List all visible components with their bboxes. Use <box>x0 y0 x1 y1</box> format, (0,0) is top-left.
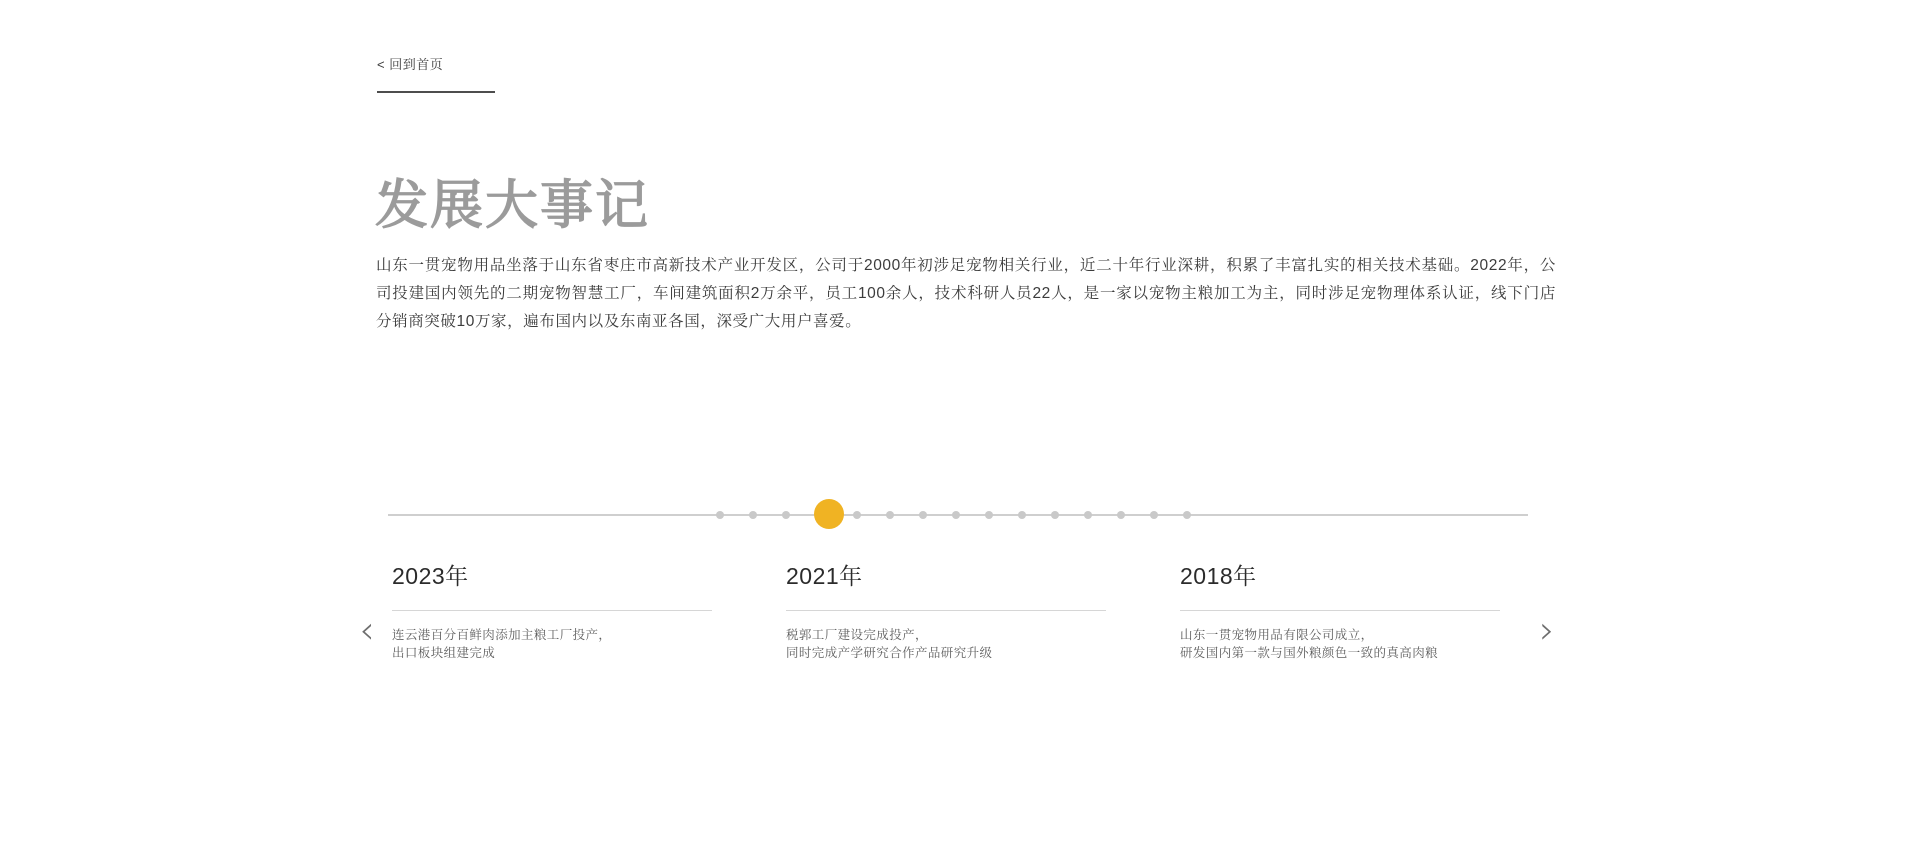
timeline-event-description <box>786 626 1116 662</box>
back-underline <box>377 91 495 93</box>
page-title: 发展大事记 <box>375 175 650 235</box>
timeline-dot[interactable] <box>716 511 724 519</box>
timeline-dot[interactable] <box>1051 511 1059 519</box>
timeline-prev-arrow-icon[interactable]: ‹ <box>359 608 375 652</box>
back-to-home-label[interactable]: < 回到首页 <box>377 57 444 72</box>
timeline-dot[interactable] <box>919 511 927 519</box>
timeline-dot[interactable] <box>1018 511 1026 519</box>
timeline-dot-group[interactable] <box>716 500 1206 530</box>
timeline-event-card[interactable] <box>1180 560 1510 670</box>
timeline-dot-active[interactable] <box>815 500 843 528</box>
timeline-next-arrow-icon[interactable]: › <box>1539 608 1555 652</box>
timeline-event-description-line: 同时完成产学研究合作产品研究升级 <box>786 646 993 660</box>
timeline-dot[interactable] <box>749 511 757 519</box>
timeline-dot[interactable] <box>1150 511 1158 519</box>
timeline-event-list <box>392 560 1532 670</box>
timeline-dot[interactable] <box>1117 511 1125 519</box>
intro-paragraph-block <box>376 252 1556 336</box>
timeline-event-description-line: 连云港百分百鲜肉添加主粮工厂投产， <box>392 628 612 642</box>
timeline-dot[interactable] <box>853 511 861 519</box>
back-to-home[interactable] <box>377 56 497 93</box>
timeline-event-description <box>1180 626 1510 662</box>
timeline-dot[interactable] <box>952 511 960 519</box>
timeline-event-card[interactable] <box>786 560 1116 670</box>
timeline-dot[interactable] <box>886 511 894 519</box>
timeline-event-description-line: 研发国内第一款与国外粮颜色一致的真高肉粮 <box>1180 646 1439 660</box>
timeline-event-description-line: 出口板块组建完成 <box>392 646 496 660</box>
timeline-event-divider <box>1180 610 1500 611</box>
timeline-dot[interactable] <box>1084 511 1092 519</box>
timeline-event-description <box>392 626 722 662</box>
timeline-dot[interactable] <box>782 511 790 519</box>
timeline-dot[interactable] <box>1183 511 1191 519</box>
timeline-event-year: 2021年 <box>786 563 863 589</box>
timeline-event-divider <box>392 610 712 611</box>
timeline-event-description-line: 山东一贯宠物用品有限公司成立， <box>1180 628 1374 642</box>
timeline-event-year: 2023年 <box>392 563 469 589</box>
timeline <box>388 500 1528 530</box>
timeline-event-card[interactable] <box>392 560 722 670</box>
timeline-dot[interactable] <box>985 511 993 519</box>
intro-paragraph: 山东一贯宠物用品坐落于山东省枣庄市高新技术产业开发区，公司于2000年初涉足宠物相关行业，近二十年行业深耕，积累了丰富扎实的相关技术基础。2022年，公司投建国内领先的二期宠物智慧工厂，车间建筑面积2万余平，员工100余人，技术科研人员22人，是一家以宠物主粮加工为主，同时涉足宠物理体系认证，线下门店分销商突破10万家，遍布国内以及东南亚各国，深受广大用户喜爱。 <box>376 257 1556 330</box>
timeline-event-year: 2018年 <box>1180 563 1257 589</box>
timeline-event-divider <box>786 610 1106 611</box>
timeline-event-description-line: 税郭工厂建设完成投产， <box>786 628 928 642</box>
